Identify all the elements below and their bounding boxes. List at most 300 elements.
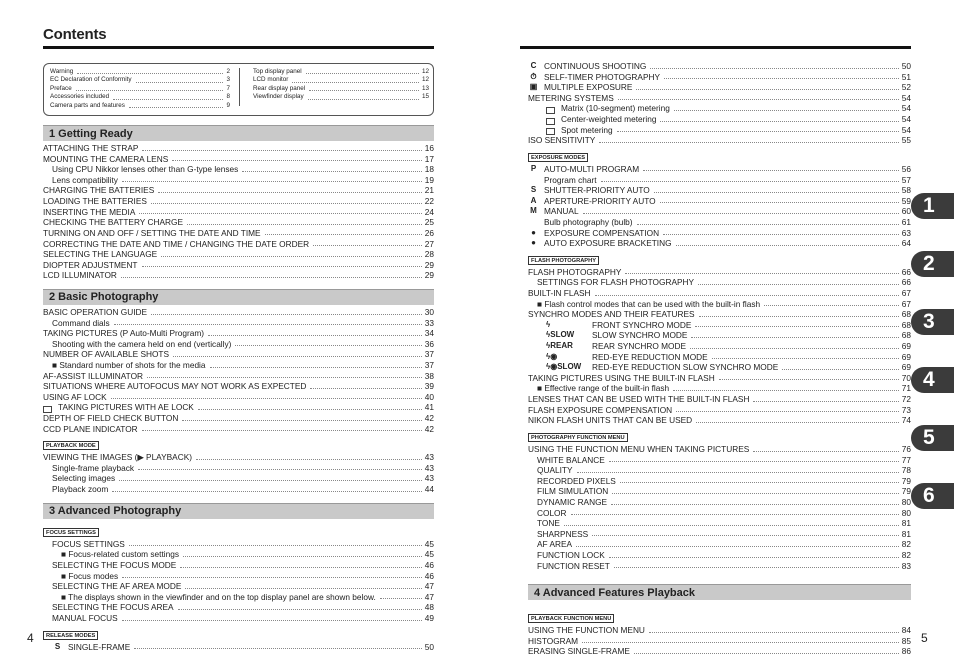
leader-dots xyxy=(183,556,422,557)
leader-dots xyxy=(122,181,422,182)
leader-dots xyxy=(151,314,422,315)
leader-dots xyxy=(660,202,899,203)
toc-entry-title: MANUAL xyxy=(544,206,579,217)
toc-entry[interactable] xyxy=(43,238,434,249)
chapter-tab-5[interactable]: 5 xyxy=(911,425,954,451)
leader-dots xyxy=(637,224,899,225)
leader-dots xyxy=(139,213,421,214)
toc-entry-title: Camera parts and features xyxy=(50,101,125,109)
toc-entry[interactable] xyxy=(43,402,434,413)
toc-entry[interactable] xyxy=(43,270,434,281)
toc-entry-title: Warning xyxy=(50,67,74,75)
toc-entry[interactable] xyxy=(528,164,911,175)
toc-entry[interactable] xyxy=(43,307,434,318)
leader-dots xyxy=(601,181,899,182)
toc-entry[interactable] xyxy=(528,383,911,394)
toc-entry-title: HISTOGRAM xyxy=(528,635,579,646)
toc-page-number: 29 xyxy=(424,259,434,270)
toc-entry-title: Command dials xyxy=(52,317,110,328)
toc-entry-title: FLASH PHOTOGRAPHY xyxy=(528,266,622,277)
preface-list-right xyxy=(253,68,429,102)
toc-entry-title: TAKING PICTURES WITH AE LOCK xyxy=(58,402,194,413)
toc-entry[interactable] xyxy=(528,550,911,561)
leader-dots xyxy=(122,620,422,621)
toc-page-number: 80 xyxy=(901,496,911,507)
leader-dots xyxy=(151,203,422,204)
toc-entry-title: MULTIPLE EXPOSURE xyxy=(544,82,633,93)
release-modes-label: RELEASE MODES xyxy=(43,631,98,640)
toc-entry-title: RECORDED PIXELS xyxy=(537,475,616,486)
toc-page-number: 15 xyxy=(421,93,429,101)
leader-dots xyxy=(185,588,421,589)
toc-entry[interactable] xyxy=(43,349,434,360)
leader-dots xyxy=(129,107,224,108)
leader-dots xyxy=(582,642,899,643)
toc-entry[interactable] xyxy=(43,642,434,653)
toc-entry[interactable] xyxy=(528,267,911,278)
toc-entry[interactable] xyxy=(528,238,911,249)
toc-entry[interactable] xyxy=(43,339,434,350)
toc-entry[interactable] xyxy=(253,93,429,101)
toc-page-number: 61 xyxy=(901,216,911,227)
toc-page-number: 69 xyxy=(901,341,911,352)
toc-page-number: 54 xyxy=(901,103,911,114)
toc-left-column xyxy=(43,122,434,652)
exposure-modes-label: EXPOSURE MODES xyxy=(528,153,588,162)
toc-entry-title: BASIC OPERATION GUIDE xyxy=(43,306,148,317)
toc-entry[interactable] xyxy=(528,518,911,529)
toc-entry[interactable] xyxy=(43,143,434,154)
toc-entry[interactable] xyxy=(528,125,911,136)
leader-dots xyxy=(158,192,422,193)
leader-dots xyxy=(142,430,422,431)
toc-page-number: 34 xyxy=(424,328,434,339)
toc-page-number: 52 xyxy=(901,82,911,93)
leader-dots xyxy=(134,648,422,649)
toc-page-number: 54 xyxy=(901,124,911,135)
toc-entry[interactable] xyxy=(43,371,434,382)
leader-dots xyxy=(306,73,419,74)
leader-dots xyxy=(634,653,899,654)
leader-dots xyxy=(111,398,422,399)
toc-entry[interactable] xyxy=(43,328,434,339)
leader-dots xyxy=(265,234,422,235)
leader-dots xyxy=(308,99,419,100)
leader-dots xyxy=(113,99,223,100)
toc-entry[interactable] xyxy=(528,299,911,310)
toc-entry-title: Accessories included xyxy=(50,93,110,101)
toc-entry-title: ■ Focus modes xyxy=(61,570,119,581)
toc-entry[interactable] xyxy=(528,352,911,363)
toc-entry[interactable] xyxy=(528,405,911,416)
toc-entry[interactable] xyxy=(43,413,434,424)
toc-entry-title: ■ The displays shown in the viewfinder and on the top display panel are shown below. xyxy=(61,591,376,602)
leader-dots xyxy=(182,420,421,421)
toc-entry[interactable] xyxy=(528,320,911,331)
toc-entry[interactable] xyxy=(43,175,434,186)
chapter-tab-3[interactable]: 3 xyxy=(911,309,954,335)
toc-entry[interactable] xyxy=(528,362,911,373)
toc-entry-title: Selecting images xyxy=(52,473,116,484)
toc-entry-title: SELF-TIMER PHOTOGRAPHY xyxy=(544,71,661,82)
toc-entry-title: NUMBER OF AVAILABLE SHOTS xyxy=(43,349,170,360)
mode-symbol: A xyxy=(530,195,537,205)
leader-dots xyxy=(612,493,898,494)
toc-page-number: 12 xyxy=(421,67,429,75)
toc-entry[interactable] xyxy=(528,486,911,497)
toc-entry-title: FUNCTION RESET xyxy=(537,560,610,571)
toc-entry-title: COLOR xyxy=(537,507,567,518)
leader-dots xyxy=(576,546,899,547)
toc-entry[interactable] xyxy=(43,196,434,207)
leader-dots xyxy=(198,409,422,410)
toc-entry[interactable] xyxy=(528,185,911,196)
toc-page-number: 24 xyxy=(424,206,434,217)
leader-dots xyxy=(753,401,898,402)
toc-page-number: 69 xyxy=(901,351,911,362)
toc-entry[interactable] xyxy=(528,93,911,104)
toc-page-number: 46 xyxy=(424,559,434,570)
leader-dots xyxy=(712,358,899,359)
toc-entry[interactable] xyxy=(43,613,434,624)
toc-page-number: 83 xyxy=(901,560,911,571)
page-title: Contents xyxy=(43,26,107,43)
toc-entry[interactable] xyxy=(43,581,434,592)
toc-entry-title: LCD monitor xyxy=(253,76,289,84)
toc-page-number: 47 xyxy=(424,581,434,592)
toc-entry-title: ISO SENSITIVITY xyxy=(528,135,596,146)
toc-entry[interactable] xyxy=(528,277,911,288)
toc-page-number: 29 xyxy=(424,270,434,281)
toc-page-number: 40 xyxy=(424,391,434,402)
toc-entry[interactable] xyxy=(528,61,911,72)
toc-page-number: 81 xyxy=(901,528,911,539)
toc-entry[interactable] xyxy=(43,164,434,175)
leader-dots xyxy=(698,284,899,285)
toc-page-number: 39 xyxy=(424,381,434,392)
toc-entry-title: SELECTING THE FOCUS MODE xyxy=(52,559,177,570)
leader-dots xyxy=(583,213,899,214)
page-number-left: 4 xyxy=(27,631,34,645)
leader-dots xyxy=(764,305,899,306)
matrix-metering-icon xyxy=(546,107,555,114)
toc-page-number: 43 xyxy=(424,473,434,484)
toc-entry[interactable] xyxy=(528,646,911,657)
leader-dots xyxy=(571,514,899,515)
toc-entry[interactable] xyxy=(528,196,911,207)
toc-entry[interactable] xyxy=(528,206,911,217)
section-heading-getting-ready: 1 Getting Ready xyxy=(43,125,434,141)
toc-entry-title: CCD PLANE INDICATOR xyxy=(43,423,138,434)
toc-page-number: 60 xyxy=(901,206,911,217)
toc-entry[interactable] xyxy=(43,484,434,495)
leader-dots xyxy=(310,388,421,389)
leader-dots xyxy=(76,90,224,91)
toc-page-number: 68 xyxy=(901,319,911,330)
toc-entry-title: RED-EYE REDUCTION MODE xyxy=(592,351,708,362)
toc-entry-title: Single-frame playback xyxy=(52,462,135,473)
toc-entry-title: Matrix (10-segment) metering xyxy=(561,103,670,114)
toc-page-number: 77 xyxy=(901,454,911,465)
toc-entry-title: LOADING THE BATTERIES xyxy=(43,196,147,207)
toc-entry-title: ERASING SINGLE-FRAME xyxy=(528,646,630,657)
toc-entry[interactable] xyxy=(528,114,911,125)
leader-dots xyxy=(173,356,422,357)
mode-symbol: M xyxy=(530,206,537,216)
toc-entry-title: INSERTING THE MEDIA xyxy=(43,206,136,217)
toc-entry[interactable] xyxy=(43,381,434,392)
playback-mode-label: PLAYBACK MODE xyxy=(43,441,99,450)
leader-dots xyxy=(618,99,899,100)
toc-entry-title: CORRECTING THE DATE AND TIME / CHANGING THE DATE ORDER xyxy=(43,238,310,249)
toc-entry[interactable] xyxy=(43,154,434,165)
toc-entry[interactable] xyxy=(43,228,434,239)
toc-page-number: 82 xyxy=(901,539,911,550)
toc-entry[interactable] xyxy=(528,497,911,508)
toc-entry-title: NIKON FLASH UNITS THAT CAN BE USED xyxy=(528,415,693,426)
leader-dots xyxy=(614,567,899,568)
toc-page-number: 12 xyxy=(421,76,429,84)
chapter-tab-4[interactable]: 4 xyxy=(911,367,954,393)
toc-entry-title: EXPOSURE COMPENSATION xyxy=(544,227,660,238)
toc-entry[interactable] xyxy=(528,465,911,476)
leader-dots xyxy=(142,150,421,151)
toc-page-number: 38 xyxy=(424,370,434,381)
leader-dots xyxy=(138,469,422,470)
toc-entry[interactable] xyxy=(528,82,911,93)
toc-entry[interactable] xyxy=(43,360,434,371)
toc-entry-title: ■ Focus-related custom settings xyxy=(61,549,179,560)
toc-page-number: 67 xyxy=(901,287,911,298)
toc-entry[interactable] xyxy=(528,625,911,636)
toc-entry[interactable] xyxy=(43,217,434,228)
leader-dots xyxy=(313,245,422,246)
toc-entry[interactable] xyxy=(253,68,429,76)
toc-entry[interactable] xyxy=(43,249,434,260)
mode-symbol: S xyxy=(54,641,61,651)
toc-page-number: 84 xyxy=(901,625,911,636)
toc-page-number: 85 xyxy=(901,635,911,646)
leader-dots xyxy=(699,316,899,317)
toc-entry[interactable] xyxy=(43,260,434,271)
toc-right-column xyxy=(528,61,911,657)
toc-page-number: 13 xyxy=(421,84,429,92)
leader-dots xyxy=(753,451,899,452)
toc-page-number: 81 xyxy=(901,518,911,529)
toc-entry[interactable] xyxy=(43,473,434,484)
leader-dots xyxy=(673,390,899,391)
section-heading-basic-photography: 2 Basic Photography xyxy=(43,289,434,305)
toc-page-number: 68 xyxy=(901,309,911,320)
toc-entry[interactable] xyxy=(253,76,429,84)
toc-entry-title: QUALITY xyxy=(537,465,573,476)
toc-entry-title: TURNING ON AND OFF / SETTING THE DATE AND TIME xyxy=(43,227,261,238)
toc-page-number: 55 xyxy=(901,135,911,146)
toc-entry[interactable] xyxy=(528,373,911,384)
toc-page-number: 80 xyxy=(901,507,911,518)
flash-photography-label: FLASH PHOTOGRAPHY xyxy=(528,256,599,265)
leader-dots xyxy=(577,472,899,473)
toc-entry[interactable] xyxy=(528,309,911,320)
toc-page-number: 37 xyxy=(424,359,434,370)
toc-entry[interactable] xyxy=(43,592,434,603)
toc-page-number: 30 xyxy=(424,306,434,317)
toc-entry[interactable] xyxy=(43,539,434,550)
toc-entry[interactable] xyxy=(50,102,230,110)
toc-entry-title: FOCUS SETTINGS xyxy=(52,538,125,549)
toc-entry[interactable] xyxy=(528,636,911,647)
mode-symbol: C xyxy=(530,61,537,71)
toc-entry-title: USING AF LOCK xyxy=(43,391,107,402)
toc-entry[interactable] xyxy=(528,174,911,185)
toc-entry[interactable] xyxy=(43,549,434,560)
toc-entry[interactable] xyxy=(43,392,434,403)
toc-entry[interactable] xyxy=(528,330,911,341)
toc-entry-title: FUNCTION LOCK xyxy=(537,550,605,560)
toc-entry-title: LENSES THAT CAN BE USED WITH THE BUILT-IN FLASH xyxy=(528,394,750,405)
chapter-tab-6[interactable]: 6 xyxy=(911,483,954,509)
toc-entry[interactable] xyxy=(528,103,911,114)
section-heading-advanced-photography: 3 Advanced Photography xyxy=(43,503,434,519)
leader-dots xyxy=(617,131,899,132)
toc-entry[interactable] xyxy=(50,76,230,84)
leader-dots xyxy=(121,277,422,278)
toc-entry[interactable] xyxy=(528,341,911,352)
toc-page-number: 66 xyxy=(901,277,911,288)
toc-entry[interactable] xyxy=(43,452,434,463)
chapter-tab-2[interactable]: 2 xyxy=(911,251,954,277)
toc-entry-title: MOUNTING THE CAMERA LENS xyxy=(43,153,169,164)
toc-entry[interactable] xyxy=(528,508,911,519)
toc-entry-title: Using CPU Nikkor lenses other than G-type lenses xyxy=(52,164,239,175)
leader-dots xyxy=(695,326,898,327)
toc-entry-title: ATTACHING THE STRAP xyxy=(43,143,139,154)
toc-page-number: 71 xyxy=(901,383,911,394)
toc-entry[interactable] xyxy=(43,571,434,582)
leader-dots xyxy=(564,525,899,526)
leader-dots xyxy=(609,557,899,558)
toc-entry-title: APERTURE-PRIORITY AUTO xyxy=(544,195,656,206)
toc-entry-title: Playback zoom xyxy=(52,484,109,495)
toc-entry[interactable] xyxy=(50,93,230,101)
toc-page-number: 45 xyxy=(424,538,434,549)
toc-page-number: 43 xyxy=(424,462,434,473)
leader-dots xyxy=(609,461,899,462)
mode-symbol: ⏱ xyxy=(530,71,537,81)
toc-page-number: 9 xyxy=(226,101,230,109)
toc-entry[interactable] xyxy=(528,72,911,83)
toc-entry[interactable] xyxy=(528,228,911,239)
toc-page-number: 67 xyxy=(901,298,911,309)
leader-dots xyxy=(696,422,899,423)
toc-entry-title: SHUTTER-PRIORITY AUTO xyxy=(544,185,650,196)
toc-entry[interactable] xyxy=(528,217,911,228)
toc-page-number: 47 xyxy=(424,591,434,602)
leader-dots xyxy=(660,121,898,122)
toc-entry-title: CONTINUOUS SHOOTING xyxy=(544,61,647,72)
toc-entry[interactable] xyxy=(43,318,434,329)
leader-dots xyxy=(210,367,422,368)
mode-symbol: ● xyxy=(531,238,536,248)
toc-page-number: 42 xyxy=(424,423,434,434)
leader-dots xyxy=(292,82,419,83)
leader-dots xyxy=(611,504,899,505)
toc-entry[interactable] xyxy=(528,539,911,550)
toc-entry[interactable] xyxy=(528,394,911,405)
mode-symbol: ϟREAR xyxy=(546,341,573,351)
toc-entry-title: USING THE FUNCTION MENU xyxy=(528,625,645,636)
toc-page-number: 2 xyxy=(226,67,230,75)
toc-entry[interactable] xyxy=(43,463,434,474)
toc-entry[interactable] xyxy=(528,135,911,146)
toc-entry[interactable] xyxy=(528,415,911,426)
leader-dots xyxy=(643,170,899,171)
toc-entry[interactable] xyxy=(528,444,911,455)
toc-entry[interactable] xyxy=(50,68,230,76)
toc-entry-title: BUILT-IN FLASH xyxy=(528,287,591,298)
toc-entry[interactable] xyxy=(43,602,434,613)
toc-entry-title: DYNAMIC RANGE xyxy=(537,496,608,507)
toc-entry-title: MANUAL FOCUS xyxy=(52,612,118,623)
toc-page-number: 28 xyxy=(424,249,434,260)
leader-dots xyxy=(129,545,422,546)
toc-page-number: 25 xyxy=(424,217,434,228)
toc-entry[interactable] xyxy=(253,85,429,93)
photography-function-menu-label: PHOTOGRAPHY FUNCTION MENU xyxy=(528,433,628,442)
toc-entry-title: Shooting with the camera held on end (vertically) xyxy=(52,338,232,349)
toc-page-number: 46 xyxy=(424,570,434,581)
toc-page-number: 69 xyxy=(901,362,911,373)
toc-entry[interactable] xyxy=(50,85,230,93)
spot-metering-icon xyxy=(546,128,555,135)
toc-entry[interactable] xyxy=(528,529,911,540)
toc-page-number: 27 xyxy=(424,238,434,249)
toc-entry[interactable] xyxy=(43,424,434,435)
toc-entry-title: ■ Effective range of the built-in flash xyxy=(537,383,670,394)
toc-entry-title: AF-ASSIST ILLUMINATOR xyxy=(43,370,144,381)
toc-entry[interactable] xyxy=(43,560,434,571)
toc-entry[interactable] xyxy=(528,561,911,572)
toc-entry-title: EC Declaration of Conformity xyxy=(50,76,132,84)
ae-lock-icon xyxy=(43,406,52,413)
toc-entry[interactable] xyxy=(43,207,434,218)
toc-page-number: 18 xyxy=(424,164,434,175)
leader-dots xyxy=(187,224,422,225)
leader-dots xyxy=(595,295,899,296)
toc-entry-title: LCD ILLUMINATOR xyxy=(43,270,117,281)
toc-entry[interactable] xyxy=(43,185,434,196)
leader-dots xyxy=(654,192,899,193)
leader-dots xyxy=(663,234,899,235)
toc-entry[interactable] xyxy=(528,476,911,487)
toc-entry-title: SYNCHRO MODES AND THEIR FEATURES xyxy=(528,309,695,320)
leader-dots xyxy=(691,337,898,338)
toc-entry-title: VIEWING THE IMAGES (▶ PLAYBACK) xyxy=(43,452,192,463)
toc-page-number: 54 xyxy=(901,114,911,125)
toc-page-number: 57 xyxy=(901,174,911,185)
toc-entry-title: METERING SYSTEMS xyxy=(528,92,614,103)
leader-dots xyxy=(172,160,422,161)
toc-entry-title: AF AREA xyxy=(537,539,573,550)
chapter-tab-1[interactable]: 1 xyxy=(911,193,954,219)
toc-entry[interactable] xyxy=(528,288,911,299)
toc-page-number: 21 xyxy=(424,185,434,196)
toc-page-number: 33 xyxy=(424,317,434,328)
leader-dots xyxy=(114,324,422,325)
toc-page-number: 79 xyxy=(901,475,911,486)
toc-entry[interactable] xyxy=(528,455,911,466)
toc-entry-title: SETTINGS FOR FLASH PHOTOGRAPHY xyxy=(537,277,695,288)
